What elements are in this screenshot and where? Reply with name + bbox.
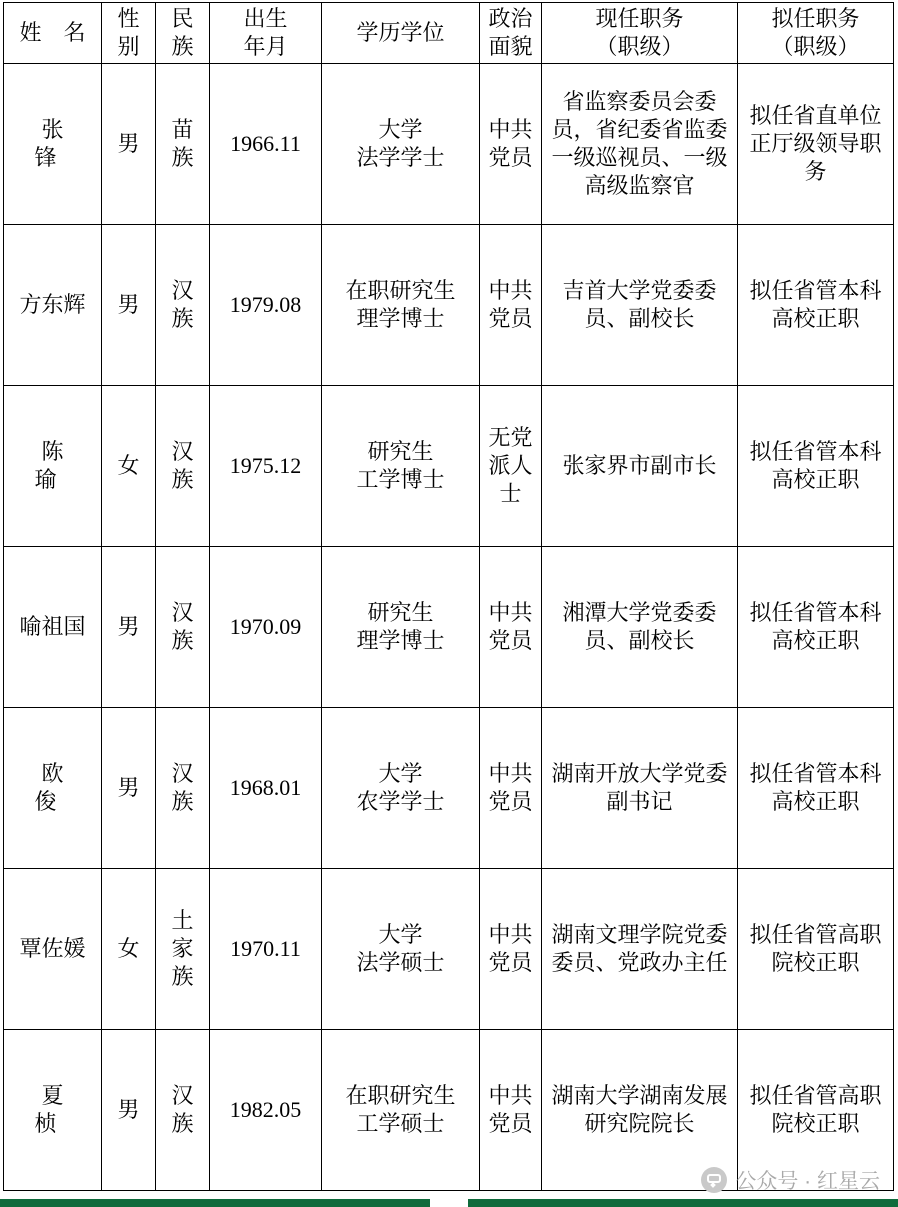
cell-education: 研究生 理学博士 [322,547,480,708]
cell-new-position: 拟任省管本科高校正职 [738,547,894,708]
wechat-icon [701,1167,727,1193]
cell-ethnicity: 汉 族 [156,547,210,708]
cell-sex: 男 [102,64,156,225]
column-header-name: 姓 名 [4,3,102,64]
cell-ethnicity: 汉 族 [156,386,210,547]
footer-accent-bar-left [0,1199,430,1207]
cell-political-status: 中共 党员 [480,547,542,708]
cell-ethnicity: 汉 族 [156,225,210,386]
cadre-appointment-table [3,2,894,1191]
cell-education: 大学 法学硕士 [322,869,480,1030]
cell-birthdate: 1975.12 [210,386,322,547]
cell-sex: 女 [102,869,156,1030]
column-header-new-position: 拟任职务 （职级） [738,3,894,64]
cell-sex: 男 [102,225,156,386]
cell-current-position: 省监察委员会委员，省纪委省监委一级巡视员、一级高级监察官 [542,64,738,225]
cell-birthdate: 1970.11 [210,869,322,1030]
cell-political-status: 中共 党员 [480,869,542,1030]
column-header-ethnicity: 民 族 [156,3,210,64]
cell-current-position: 张家界市副市长 [542,386,738,547]
cell-political-status: 中共 党员 [480,1030,542,1191]
column-header-current-position: 现任职务 （职级） [542,3,738,64]
cell-name: 张 锋 [4,64,102,225]
cell-new-position: 拟任省管高职院校正职 [738,1030,894,1191]
column-header-education: 学历学位 [322,3,480,64]
cell-name: 覃佐媛 [4,869,102,1030]
footer-accent-bar-right [468,1199,898,1207]
cell-new-position: 拟任省管本科高校正职 [738,225,894,386]
cell-birthdate: 1970.09 [210,547,322,708]
cell-new-position: 拟任省管本科高校正职 [738,386,894,547]
cell-birthdate: 1982.05 [210,1030,322,1191]
cell-political-status: 中共 党员 [480,64,542,225]
cell-current-position: 湖南开放大学党委副书记 [542,708,738,869]
cell-education: 在职研究生 工学硕士 [322,1030,480,1191]
table-row [4,869,894,1030]
cell-new-position: 拟任省管本科高校正职 [738,708,894,869]
cell-sex: 男 [102,1030,156,1191]
cell-political-status: 中共 党员 [480,708,542,869]
cell-political-status: 中共 党员 [480,225,542,386]
cell-name: 喻祖国 [4,547,102,708]
table-row [4,64,894,225]
cell-sex: 男 [102,708,156,869]
cell-ethnicity: 汉 族 [156,708,210,869]
cell-education: 大学 法学学士 [322,64,480,225]
cell-name: 方东辉 [4,225,102,386]
table-header-row [4,3,894,64]
cell-education: 在职研究生 理学博士 [322,225,480,386]
cell-birthdate: 1979.08 [210,225,322,386]
cell-ethnicity: 苗 族 [156,64,210,225]
cell-ethnicity: 汉 族 [156,1030,210,1191]
column-header-political-status: 政治 面貌 [480,3,542,64]
cell-name: 欧 俊 [4,708,102,869]
column-header-sex: 性 别 [102,3,156,64]
column-header-birthdate: 出生 年月 [210,3,322,64]
cell-education: 研究生 工学博士 [322,386,480,547]
table-row [4,547,894,708]
cell-sex: 男 [102,547,156,708]
table-header [4,3,894,64]
table-row [4,225,894,386]
cell-birthdate: 1966.11 [210,64,322,225]
cell-ethnicity: 土 家 族 [156,869,210,1030]
cell-political-status: 无党 派人 士 [480,386,542,547]
document-page [0,2,898,1207]
table-row [4,386,894,547]
cell-name: 夏 桢 [4,1030,102,1191]
watermark [701,1165,880,1195]
cell-sex: 女 [102,386,156,547]
cell-current-position: 吉首大学党委委员、副校长 [542,225,738,386]
watermark-label: 公众号 · 红星云 [735,1170,880,1193]
cell-current-position: 湘潭大学党委委员、副校长 [542,547,738,708]
table-body [4,64,894,1191]
table-row [4,708,894,869]
cell-current-position: 湖南大学湖南发展研究院院长 [542,1030,738,1191]
cell-birthdate: 1968.01 [210,708,322,869]
cell-new-position: 拟任省直单位正厅级领导职务 [738,64,894,225]
cell-current-position: 湖南文理学院党委委员、党政办主任 [542,869,738,1030]
cell-new-position: 拟任省管高职院校正职 [738,869,894,1030]
page-footer [0,1165,898,1207]
cell-education: 大学 农学学士 [322,708,480,869]
cell-name: 陈 瑜 [4,386,102,547]
